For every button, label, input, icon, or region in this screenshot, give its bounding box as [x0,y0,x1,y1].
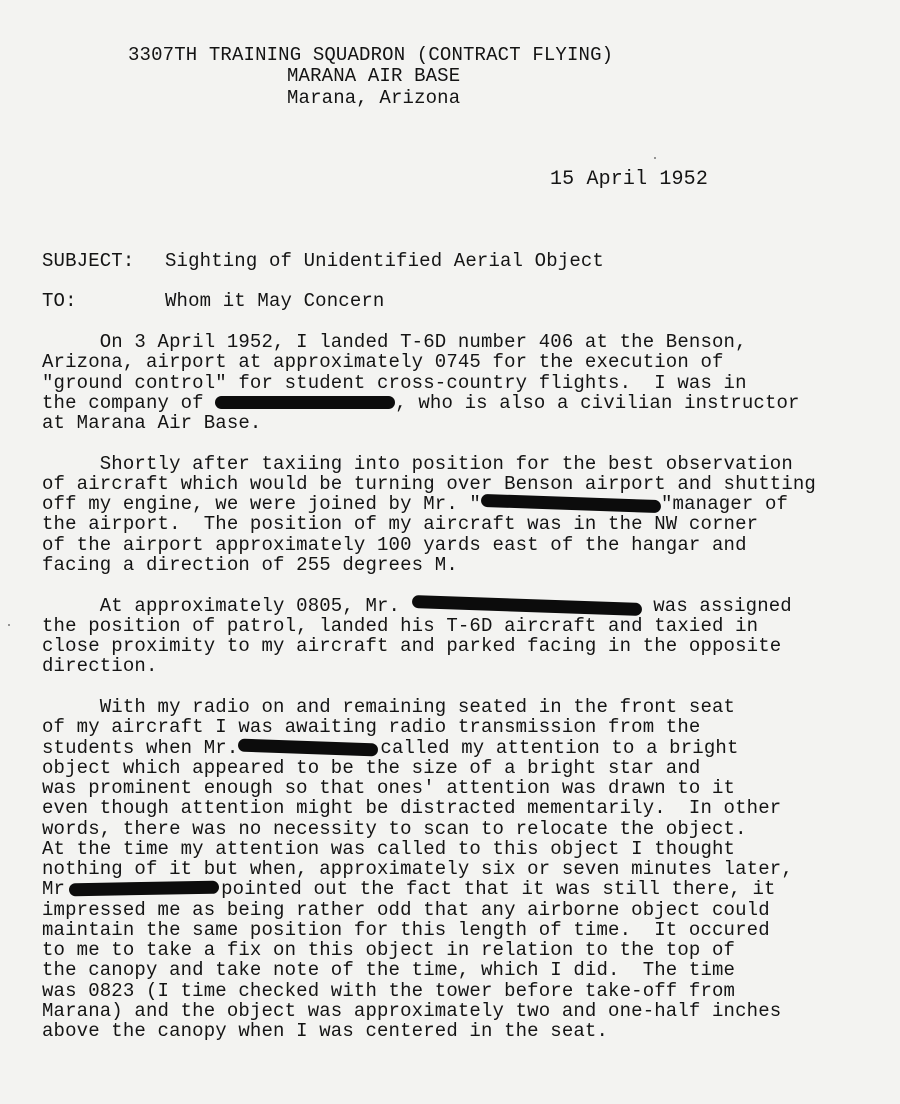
paragraph-3-line: close proximity to my aircraft and parked facing in the opposite [42,635,782,657]
paragraph-2-line: facing a direction of 255 degrees M. [42,554,458,576]
redaction-mark [69,881,219,897]
paragraph-4-line: to me to take a fix on this object in relation to the top of [42,939,736,961]
paragraph-1-line: at Marana Air Base. [42,412,262,434]
subject-text: Sighting of Unidentified Aerial Object [165,250,604,272]
paragraph-2-text: off my engine, we were joined by Mr. " [42,493,481,515]
scan-speck [8,624,10,626]
letterhead-base: MARANA AIR BASE [287,65,461,87]
paragraph-3-line: direction. [42,655,158,677]
redaction-mark [215,396,395,409]
paragraph-1-line [42,393,800,413]
paragraph-3-line: the position of patrol, landed his T-6D aircraft and taxied in [42,615,759,637]
letterhead-location: Marana, Arizona [287,87,461,109]
paragraph-4-line: was prominent enough so that ones' attention was drawn to it [42,777,736,799]
paragraph-4-line: the canopy and take note of the time, which I did. The time [42,959,736,981]
paragraph-2-line: Shortly after taxiing into position for the best observation [42,453,793,475]
paragraph-4-line: With my radio on and remaining seated in the front seat [42,696,736,718]
paragraph-2-line: of the airport approximately 100 yards east of the hangar and [42,534,747,556]
redaction-mark [412,595,642,616]
paragraph-4-line [42,738,739,758]
paragraph-4-line: nothing of it but when, approximately six or seven minutes later, [42,858,793,880]
letter-date: 15 April 1952 [550,168,708,191]
to-label: TO: [42,290,77,312]
paragraph-4-line: Marana) and the object was approximately two and one-half inches [42,1000,782,1022]
letterhead-unit: 3307TH TRAINING SQUADRON (CONTRACT FLYING) [128,44,614,66]
paragraph-4-text: Mr [42,878,66,900]
redaction-mark [481,494,661,513]
paragraph-4-line: object which appeared to be the size of a bright star and [42,757,701,779]
paragraph-1-line: "ground control" for student cross-country flights. I was in [42,372,747,394]
paragraph-4-line: even though attention might be distracted mementarily. In other [42,797,782,819]
paragraph-1-line: On 3 April 1952, I landed T-6D number 406 at the Benson, [42,331,747,353]
paragraph-4-line: words, there was no necessity to scan to relocate the object. [42,818,747,840]
paragraph-4-text: pointed out the fact that it was still there, it [221,878,776,900]
paragraph-4-line: above the canopy when I was centered in the seat. [42,1020,609,1042]
redaction-mark [238,739,378,757]
paragraph-4-line: was 0823 (I time checked with the tower before take-off from [42,980,736,1002]
paragraph-2-text: "manager of [660,493,789,515]
to-text: Whom it May Concern [165,290,385,312]
paragraph-4-line: maintain the same position for this length of time. It occured [42,919,770,941]
paragraph-4-line: impressed me as being rather odd that any airborne object could [42,899,770,921]
paragraph-2-line: the airport. The position of my aircraft was in the NW corner [42,513,759,535]
paragraph-4-line [42,879,776,899]
paragraph-2-line: of aircraft which would be turning over Benson airport and shutting [42,473,816,495]
paragraph-1-text: , who is also a civilian instructor [395,392,800,414]
paragraph-1-text: the company of [42,392,216,414]
paragraph-1-line: Arizona, airport at approximately 0745 for the execution of [42,351,724,373]
paragraph-3-text: At approximately 0805, Mr. [42,595,412,617]
paragraph-4-text: students when Mr. [42,737,239,759]
paragraph-2-line [42,494,788,514]
paragraph-4-text: called my attention to a bright [380,737,739,759]
paragraph-3-text: was assigned [641,595,792,617]
paragraph-4-line: of my aircraft I was awaiting radio transmission from the [42,716,701,738]
paragraph-4-line: At the time my attention was called to this object I thought [42,838,736,860]
scan-speck [654,157,656,159]
paragraph-3-line [42,596,792,616]
subject-label: SUBJECT: [42,250,135,272]
